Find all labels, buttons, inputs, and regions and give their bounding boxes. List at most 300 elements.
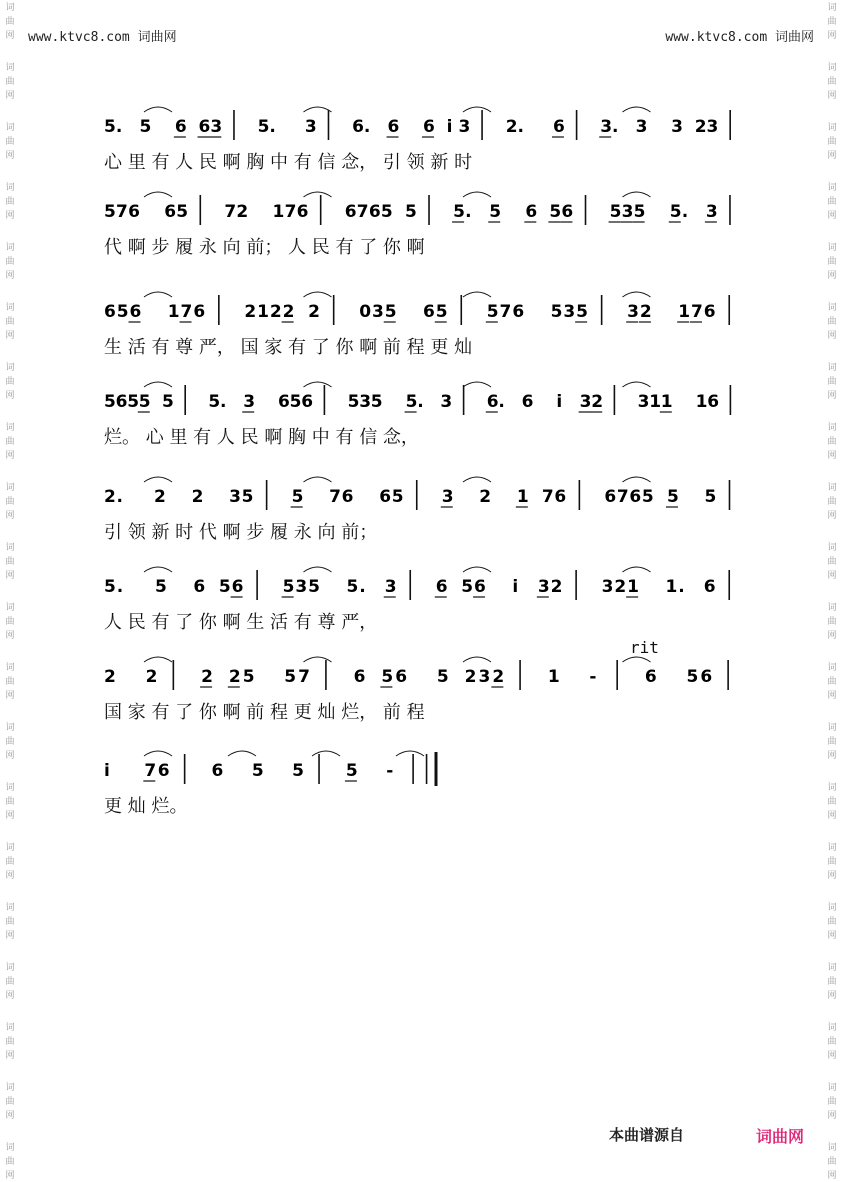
lyric-line: 烂。 心 里 有 人 民 啊 胸 中 有 信 念， — [104, 427, 419, 448]
slur-arc — [304, 292, 332, 297]
note-glyph: 2 — [639, 302, 652, 322]
note-glyph: 5 — [345, 761, 358, 781]
note-glyph: . — [612, 117, 619, 137]
watermark-glyph: 词 — [5, 903, 15, 913]
note-glyph: 3 — [304, 117, 317, 137]
watermark-glyph: 词 — [5, 183, 15, 193]
watermark-glyph: 网 — [827, 151, 837, 161]
watermark-glyph: 网 — [5, 151, 15, 161]
note-glyph: . — [517, 117, 524, 137]
slur-arc — [144, 657, 172, 662]
note-glyph: 5 — [347, 392, 360, 412]
note-glyph: 3 — [441, 487, 454, 507]
note-glyph: 6 — [352, 117, 364, 137]
watermark-glyph: 词 — [5, 963, 15, 973]
note-glyph: 3 — [295, 577, 308, 597]
note-glyph: 5 — [704, 487, 717, 507]
note-glyph: 1 — [516, 487, 529, 507]
watermark-glyph: 词 — [827, 723, 837, 733]
footer-source-label: 本曲谱源自 — [609, 1126, 685, 1144]
note-glyph: 6 — [486, 392, 499, 412]
note-glyph: 5 — [549, 202, 562, 222]
watermark-glyph: 词 — [5, 543, 15, 553]
slur-arc — [623, 657, 651, 662]
watermark-glyph: 词 — [827, 423, 837, 433]
note-glyph: 6 — [379, 487, 392, 507]
watermark-glyph: 词 — [5, 783, 15, 793]
note-glyph: 3 — [671, 117, 683, 137]
note-glyph: 2 — [492, 667, 505, 687]
note-glyph: 6 — [423, 302, 435, 322]
note-glyph: 5 — [127, 392, 140, 412]
note-glyph: 3 — [359, 392, 372, 412]
watermark-glyph: 网 — [5, 871, 15, 881]
note-glyph: 5 — [289, 392, 302, 412]
note-glyph: . — [678, 577, 685, 597]
watermark-glyph: 词 — [827, 63, 837, 73]
watermark-glyph: 词 — [827, 183, 837, 193]
note-glyph: 6 — [629, 487, 642, 507]
note-glyph: 5 — [381, 667, 394, 687]
note-glyph: 1 — [272, 202, 285, 222]
note-glyph: 7 — [180, 302, 193, 322]
watermark-glyph: 曲 — [5, 497, 15, 507]
note-glyph: 6 — [231, 577, 244, 597]
slur-arc — [304, 567, 332, 572]
watermark-glyph: 词 — [827, 963, 837, 973]
note-glyph: 3 — [243, 392, 256, 412]
notation-line — [0, 752, 842, 792]
notation-line — [0, 293, 842, 333]
watermark-glyph: 网 — [827, 691, 837, 701]
note-glyph: 2 — [591, 392, 604, 412]
note-glyph: . — [116, 487, 123, 507]
note-glyph: 3 — [600, 117, 613, 137]
lyric-line: 生 活 有 尊 严， 国 家 有 了 你 啊 前 程 更 灿 — [104, 337, 473, 358]
watermark-glyph: 曲 — [827, 17, 837, 27]
note-glyph: 6 — [341, 487, 354, 507]
watermark-glyph: 网 — [5, 211, 15, 221]
watermark-glyph: 网 — [5, 451, 15, 461]
watermark-glyph: 词 — [827, 843, 837, 853]
note-glyph: 5 — [242, 667, 255, 687]
note-glyph: 5 — [292, 761, 305, 781]
note-glyph: 5 — [104, 202, 116, 222]
watermark-glyph: 词 — [827, 903, 837, 913]
slur-arc — [463, 382, 491, 387]
watermark-glyph: 曲 — [5, 857, 15, 867]
lyric-line: 引 领 新 时 代 啊 步 履 永 向 前； — [104, 522, 378, 543]
note-glyph: 6 — [554, 487, 567, 507]
note-glyph: 5 — [686, 667, 699, 687]
watermark-glyph: 词 — [5, 1143, 15, 1153]
slur-arc — [463, 107, 491, 112]
note-glyph: 7 — [499, 302, 512, 322]
note-glyph: 5 — [218, 577, 231, 597]
watermark-glyph: 网 — [827, 331, 837, 341]
note-glyph: 7 — [224, 202, 237, 222]
note-glyph: 5 — [104, 577, 116, 597]
watermark-glyph: 网 — [5, 1111, 15, 1121]
watermark-glyph: 曲 — [5, 677, 15, 687]
note-glyph: . — [498, 392, 505, 412]
note-glyph: 3 — [705, 202, 718, 222]
watermark-glyph: 词 — [827, 303, 837, 313]
note-glyph: 6 — [525, 202, 538, 222]
note-glyph: 2 — [479, 487, 492, 507]
note-glyph: 2 — [308, 302, 321, 322]
watermark-glyph: 曲 — [5, 317, 15, 327]
note-glyph: 5 — [641, 487, 654, 507]
note-glyph: 7 — [284, 202, 297, 222]
watermark-glyph: 词 — [5, 723, 15, 733]
note-glyph: 3 — [210, 117, 223, 137]
watermark-glyph: 词 — [827, 543, 837, 553]
note-glyph: 7 — [116, 202, 128, 222]
note-glyph: 7 — [329, 487, 342, 507]
note-glyph: 1 — [695, 392, 708, 412]
lyric-line: 心 里 有 人 民 啊 胸 中 有 信 念， 引 领 新 时 — [104, 152, 473, 173]
watermark-glyph: 词 — [5, 423, 15, 433]
note-glyph: 5 — [435, 302, 448, 322]
watermark-glyph: 曲 — [5, 257, 15, 267]
note-glyph: 6 — [115, 392, 128, 412]
note-glyph: 3 — [478, 667, 491, 687]
watermark-glyph: 曲 — [827, 1157, 837, 1167]
note-glyph: 5 — [486, 302, 499, 322]
slur-arc — [228, 751, 256, 756]
note-glyph: 6 — [174, 117, 187, 137]
note-glyph: 5 — [139, 117, 152, 137]
watermark-glyph: 词 — [827, 1083, 837, 1093]
watermark-glyph: 词 — [5, 483, 15, 493]
note-glyph: 5 — [380, 202, 393, 222]
note-glyph: 1 — [257, 302, 269, 322]
note-glyph: 5 — [241, 487, 254, 507]
watermark-glyph: 词 — [5, 1023, 15, 1033]
note-glyph: 6 — [164, 202, 177, 222]
note-glyph: 3 — [635, 117, 648, 137]
watermark-glyph: 词 — [827, 603, 837, 613]
watermark-glyph: 词 — [827, 483, 837, 493]
note-glyph: 5 — [104, 392, 116, 412]
note-glyph: 6 — [703, 302, 716, 322]
slur-arc — [144, 382, 172, 387]
watermark-glyph: 网 — [827, 1111, 837, 1121]
note-glyph: 5 — [405, 392, 418, 412]
note-glyph: 3 — [384, 577, 397, 597]
watermark-glyph: 词 — [827, 1143, 837, 1153]
watermark-glyph: 曲 — [827, 677, 837, 687]
note-glyph: 5 — [550, 302, 563, 322]
watermark-glyph: 词 — [5, 3, 15, 13]
watermark-glyph: 词 — [5, 363, 15, 373]
note-glyph: 1 — [665, 577, 678, 597]
watermark-glyph: 曲 — [827, 857, 837, 867]
watermark-glyph: 词 — [827, 243, 837, 253]
watermark-glyph: 网 — [5, 1051, 15, 1061]
slur-arc — [623, 567, 651, 572]
watermark-glyph: 曲 — [5, 797, 15, 807]
footer-brand-logo[interactable]: 词曲网 — [756, 1127, 805, 1146]
note-glyph: 6 — [344, 202, 357, 222]
note-glyph: i — [446, 117, 453, 137]
watermark-glyph: 网 — [827, 211, 837, 221]
note-glyph: 3 — [706, 117, 719, 137]
note-glyph: 2 — [269, 302, 282, 322]
note-glyph: 3 — [563, 302, 576, 322]
slur-arc — [623, 107, 651, 112]
note-glyph: . — [116, 577, 124, 597]
watermark-glyph: 曲 — [827, 617, 837, 627]
header-right — [665, 26, 814, 45]
watermark-glyph: 词 — [5, 603, 15, 613]
watermark-glyph: 网 — [827, 571, 837, 581]
watermark-glyph: 网 — [827, 991, 837, 1001]
note-glyph: i — [512, 577, 519, 597]
slur-arc — [623, 382, 651, 387]
slur-arc — [463, 477, 491, 482]
note-glyph: 6 — [552, 117, 565, 137]
note-glyph: 2 — [614, 577, 627, 597]
watermark-glyph: 网 — [5, 811, 15, 821]
watermark-glyph: 曲 — [827, 797, 837, 807]
notation-line — [0, 193, 842, 233]
watermark-glyph: 网 — [827, 631, 837, 641]
note-glyph: 2 — [104, 667, 116, 687]
note-glyph: 2 — [201, 667, 213, 687]
watermark-glyph: 网 — [827, 871, 837, 881]
watermark-glyph: 曲 — [827, 77, 837, 87]
header-left — [28, 26, 177, 45]
watermark-glyph: 网 — [5, 511, 15, 521]
slur-arc — [144, 477, 172, 482]
note-glyph: . — [359, 577, 366, 597]
note-glyph: 7 — [298, 667, 311, 687]
watermark-glyph: 网 — [827, 931, 837, 941]
slur-arc — [304, 657, 332, 662]
watermark-glyph: 网 — [827, 1051, 837, 1061]
watermark-glyph: 词 — [827, 783, 837, 793]
note-glyph: 3 — [229, 487, 241, 507]
watermark-glyph: 网 — [5, 1171, 15, 1181]
watermark-glyph: 曲 — [827, 557, 837, 567]
note-glyph: 5 — [669, 202, 682, 222]
note-glyph: 3 — [601, 577, 614, 597]
watermark-glyph: 曲 — [827, 977, 837, 987]
watermark-glyph: 网 — [5, 631, 15, 641]
slur-arc — [144, 192, 172, 197]
note-glyph: 5 — [666, 487, 679, 507]
note-glyph: . — [269, 117, 276, 137]
note-glyph: 6 — [521, 392, 534, 412]
note-glyph: 7 — [144, 761, 157, 781]
watermark-glyph: 曲 — [827, 317, 837, 327]
note-glyph: 5 — [155, 577, 167, 597]
note-glyph: 5 — [436, 667, 449, 687]
watermark-glyph: 曲 — [827, 257, 837, 267]
note-glyph: - — [589, 667, 597, 687]
note-glyph: 2 — [505, 117, 518, 137]
slur-arc — [304, 192, 332, 197]
note-glyph: 6 — [211, 761, 224, 781]
watermark-glyph: 曲 — [5, 1097, 15, 1107]
watermark-glyph: 曲 — [827, 377, 837, 387]
lyric-line: 更 灿 烂。 — [104, 796, 188, 817]
note-glyph: 3 — [579, 392, 592, 412]
watermark-glyph: 词 — [5, 123, 15, 133]
watermark-glyph: 词 — [827, 123, 837, 133]
header-right-url[interactable]: www.ktvc8.com — [665, 30, 768, 45]
watermark-glyph: 词 — [5, 243, 15, 253]
header-left-site-name: 词曲网 — [137, 30, 177, 45]
note-glyph: 2 — [244, 302, 257, 322]
note-glyph: 6 — [387, 117, 400, 137]
note-glyph: 5 — [633, 202, 646, 222]
watermark-glyph: 网 — [827, 31, 837, 41]
note-glyph: . — [681, 202, 689, 222]
watermark-glyph: 网 — [827, 811, 837, 821]
note-glyph: 5 — [208, 392, 221, 412]
note-glyph: . — [363, 117, 371, 137]
watermark-glyph: 网 — [5, 271, 15, 281]
note-glyph: 6 — [296, 202, 309, 222]
watermark-glyph: 曲 — [5, 437, 15, 447]
note-glyph: 6 — [301, 392, 314, 412]
watermark-glyph: 网 — [827, 391, 837, 401]
note-glyph: 3 — [440, 392, 453, 412]
notation-line — [0, 658, 842, 698]
watermark-glyph: 曲 — [5, 917, 15, 927]
note-glyph: 3 — [621, 202, 634, 222]
slur-arc — [463, 192, 491, 197]
watermark-glyph: 曲 — [827, 437, 837, 447]
note-glyph: i — [104, 761, 110, 781]
note-glyph: 5 — [116, 302, 129, 322]
note-glyph: 1 — [167, 302, 180, 322]
note-glyph: 5 — [251, 761, 264, 781]
note-glyph: 5 — [453, 202, 465, 222]
note-glyph: 6 — [700, 667, 713, 687]
note-glyph: . — [220, 392, 227, 412]
lyric-line: 代 啊 步 履 永 向 前； 人 民 有 了 你 啊 — [104, 237, 425, 258]
slur-arc — [304, 477, 332, 482]
note-glyph: 5 — [162, 392, 174, 412]
note-glyph: 6 — [604, 487, 617, 507]
note-glyph: 5 — [391, 487, 404, 507]
watermark-glyph: 曲 — [5, 617, 15, 627]
slur-arc — [144, 751, 172, 756]
watermark-glyph: 曲 — [827, 497, 837, 507]
watermark-glyph: 网 — [827, 91, 837, 101]
note-glyph: 5 — [257, 117, 270, 137]
note-glyph: 3 — [627, 302, 640, 322]
watermark-glyph: 网 — [5, 91, 15, 101]
watermark-glyph: 网 — [827, 271, 837, 281]
note-glyph: 6 — [278, 392, 290, 412]
note-glyph: 5 — [104, 117, 116, 137]
note-glyph: - — [386, 761, 394, 781]
note-glyph: 6 — [474, 577, 486, 597]
note-glyph: 0 — [359, 302, 372, 322]
note-glyph: i — [556, 392, 563, 412]
note-glyph: 3 — [637, 392, 650, 412]
note-glyph: 5 — [370, 392, 383, 412]
slur-arc — [312, 751, 340, 756]
note-glyph: 2 — [236, 202, 249, 222]
tempo-marking: rit — [630, 638, 659, 657]
note-glyph: 6 — [561, 202, 574, 222]
watermark-glyph: 网 — [827, 451, 837, 461]
watermark-glyph: 词 — [5, 843, 15, 853]
note-glyph: 6 — [707, 392, 720, 412]
note-glyph: 5 — [282, 577, 295, 597]
note-glyph: 6 — [395, 667, 408, 687]
watermark-glyph: 曲 — [5, 137, 15, 147]
note-glyph: 5 — [609, 202, 622, 222]
note-glyph: 5 — [176, 202, 189, 222]
slur-arc — [144, 292, 172, 297]
watermark-glyph: 网 — [827, 751, 837, 761]
note-glyph: . — [115, 117, 123, 137]
note-glyph: 6 — [104, 302, 116, 322]
watermark-glyph: 曲 — [827, 1097, 837, 1107]
note-glyph: 6 — [423, 117, 435, 137]
lyric-line: 人 民 有 了 你 啊 生 活 有 尊 严， — [104, 612, 378, 633]
note-glyph: . — [465, 202, 472, 222]
note-glyph: 2 — [154, 487, 166, 507]
note-glyph: . — [417, 392, 424, 412]
watermark-glyph: 词 — [5, 663, 15, 673]
watermark-glyph: 网 — [5, 391, 15, 401]
slur-arc — [304, 382, 332, 387]
note-glyph: 1 — [649, 392, 662, 412]
watermark-glyph: 网 — [5, 331, 15, 341]
note-glyph: 6 — [368, 202, 381, 222]
note-glyph: 6 — [353, 667, 366, 687]
note-glyph: 6 — [198, 117, 211, 137]
header-right-site-name: 词曲网 — [774, 30, 814, 45]
header-left-url[interactable]: www.ktvc8.com — [28, 30, 130, 45]
watermark-glyph: 曲 — [827, 917, 837, 927]
note-glyph: 2 — [694, 117, 707, 137]
note-glyph: 7 — [616, 487, 629, 507]
note-glyph: 2 — [191, 487, 204, 507]
watermark-glyph: 曲 — [827, 1037, 837, 1047]
note-glyph: 5 — [576, 302, 588, 322]
watermark-glyph: 曲 — [827, 137, 837, 147]
notation-line — [0, 568, 842, 608]
watermark-glyph: 网 — [5, 571, 15, 581]
watermark-glyph: 曲 — [827, 197, 837, 207]
note-glyph: 6 — [512, 302, 525, 322]
watermark-glyph: 曲 — [5, 77, 15, 87]
note-glyph: 2 — [282, 302, 295, 322]
watermark-glyph: 网 — [5, 991, 15, 1001]
watermark-glyph: 网 — [827, 511, 837, 521]
watermark-glyph: 网 — [5, 691, 15, 701]
watermark-glyph: 曲 — [5, 737, 15, 747]
note-glyph: 2 — [228, 667, 241, 687]
watermark-glyph: 词 — [827, 1023, 837, 1033]
note-glyph: 5 — [284, 667, 297, 687]
slur-arc — [463, 567, 491, 572]
watermark-glyph: 词 — [827, 663, 837, 673]
watermark-glyph: 曲 — [827, 737, 837, 747]
slur-arc — [144, 567, 172, 572]
slur-arc — [623, 292, 651, 297]
watermark-glyph: 词 — [827, 363, 837, 373]
